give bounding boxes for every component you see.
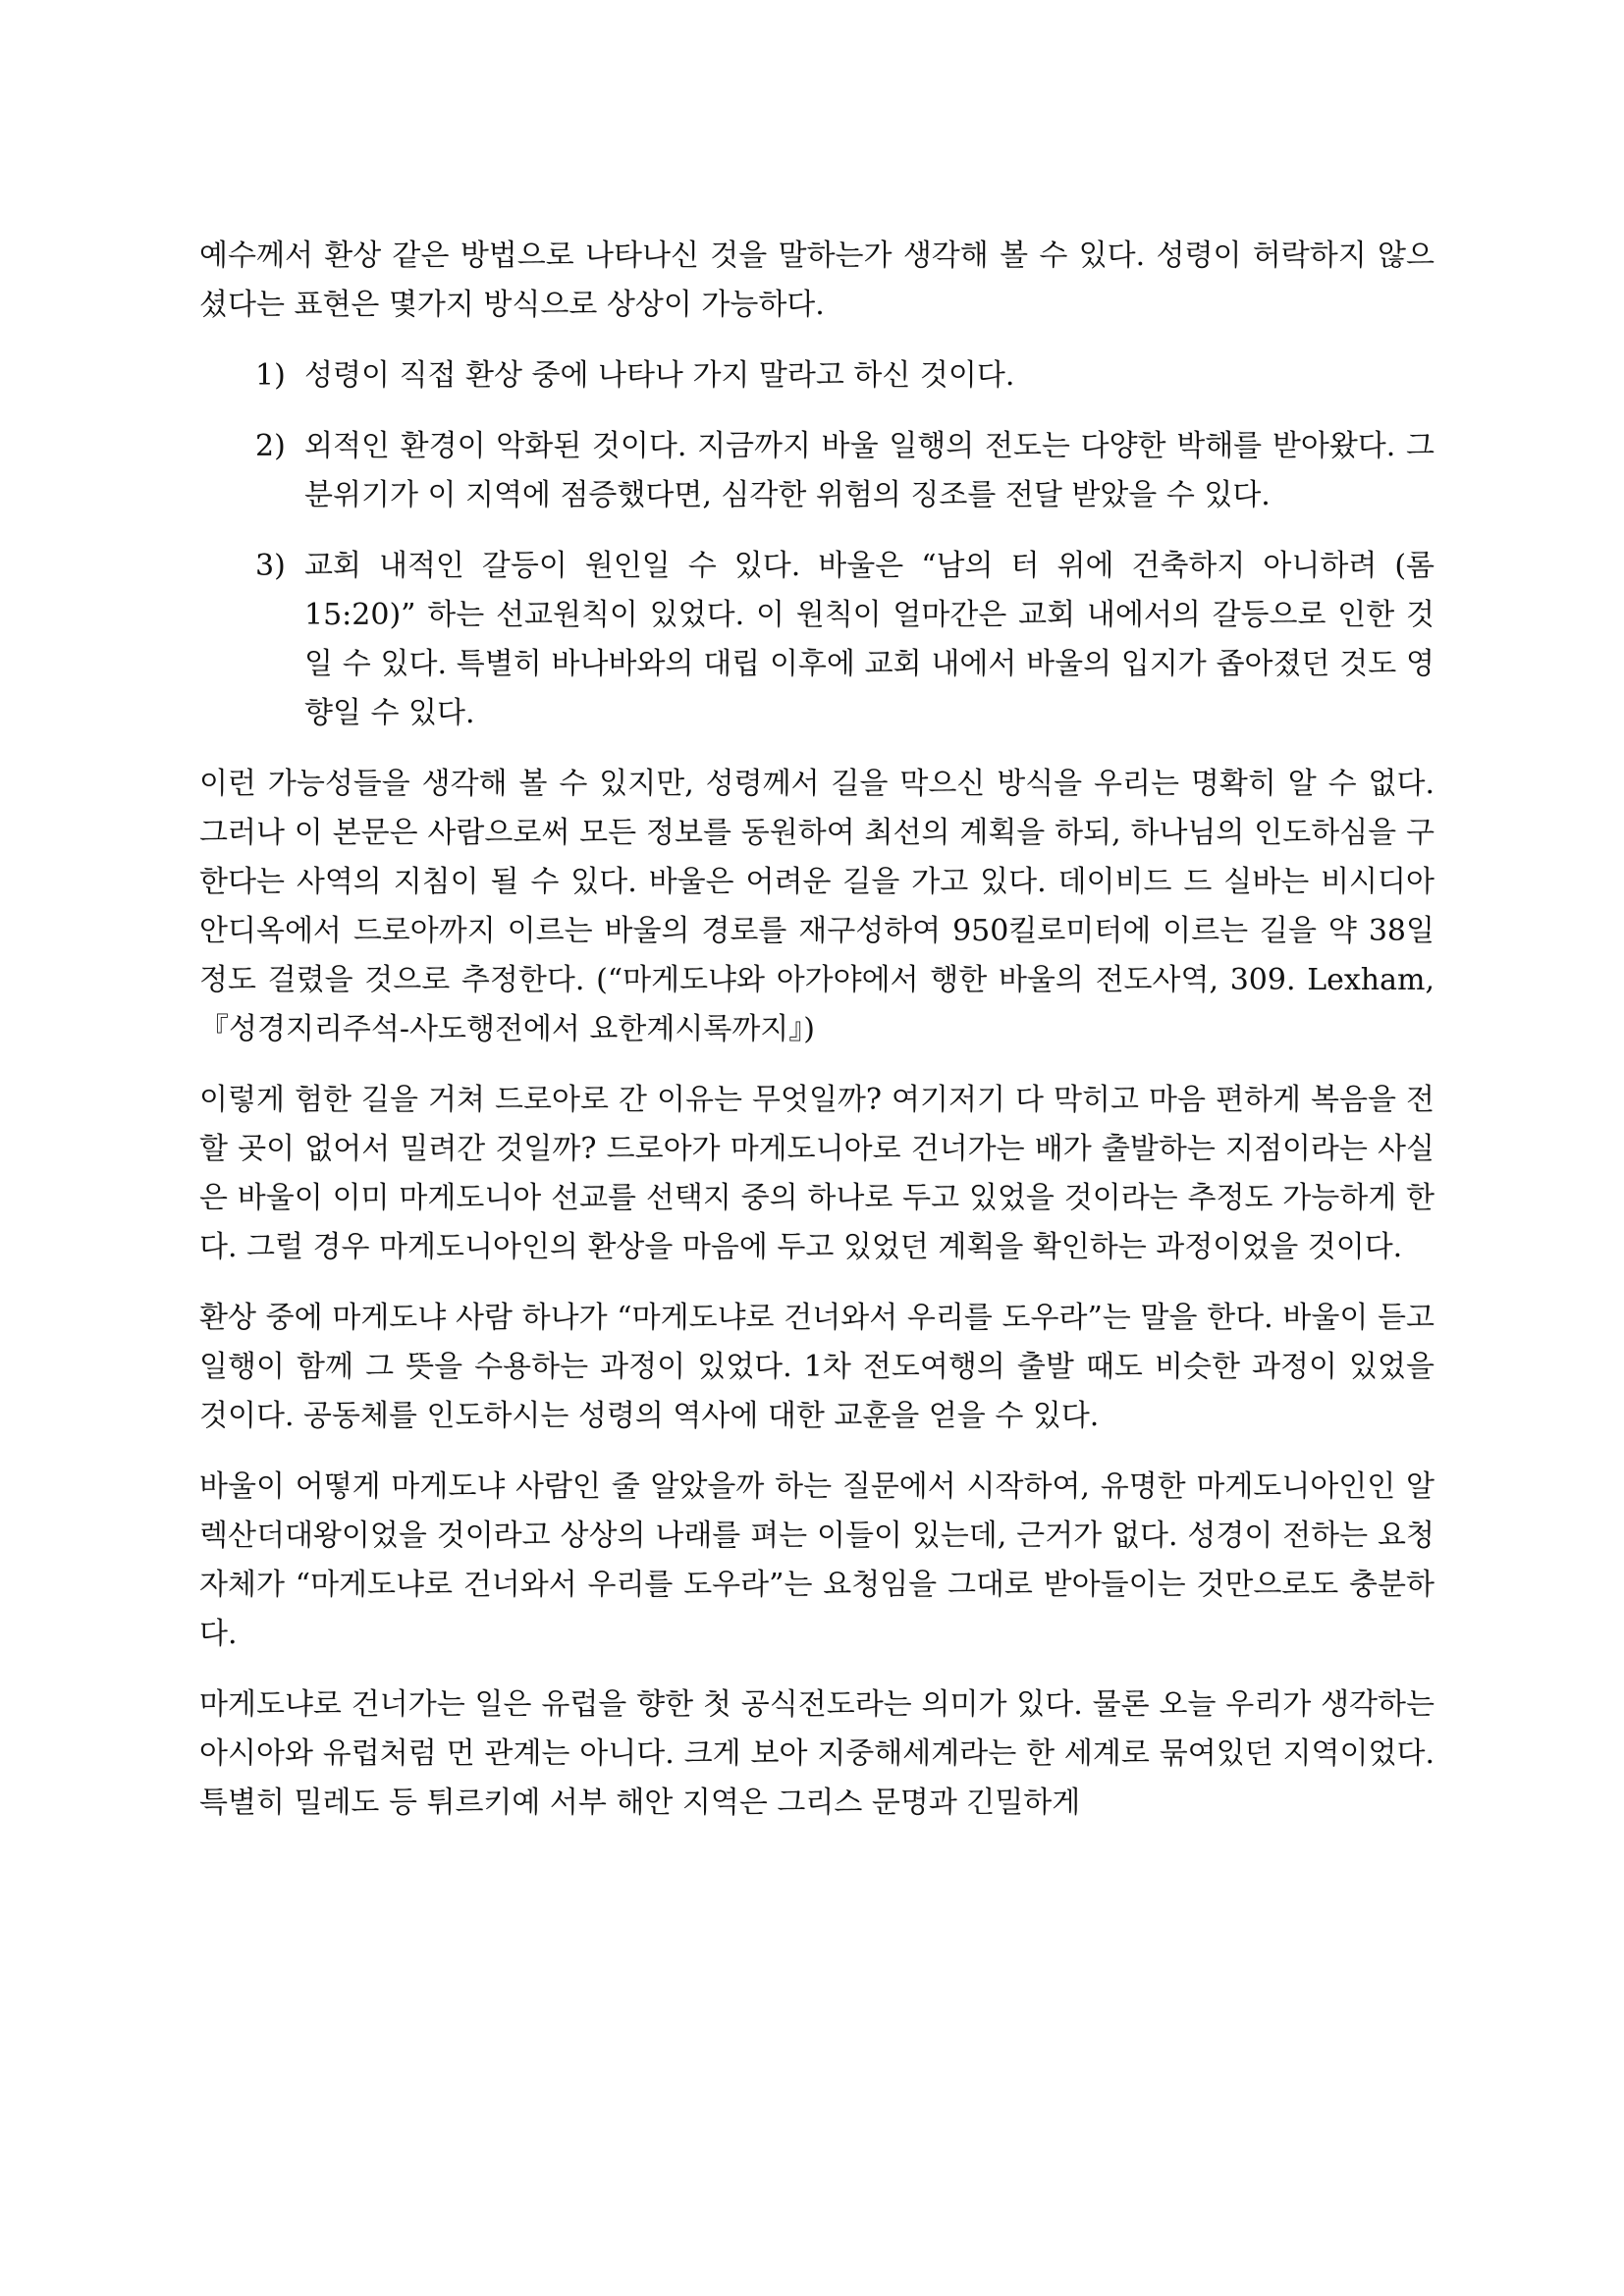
list-item <box>199 422 1435 520</box>
list-item-text: 외적인 환경이 악화된 것이다. 지금까지 바울 일행의 전도는 다양한 박해를 받아왔다. 그 분위기가 이 지역에 점증했다면, 심각한 위험의 징조를 전달 받았을 수 있다. <box>304 429 1435 512</box>
body-paragraph: 이렇게 험한 길을 거쳐 드로아로 간 이유는 무엇일까? 여기저기 다 막히고 마음 편하게 복음을 전할 곳이 없어서 밀려간 것일까? 드로아가 마게도니아로 건너가는 배가 출발하는 지점이라는 사실은 바울이 이미 마게도니아 선교를 선택지 중의 하나로 두고 있었을 것이라는 추정도 가능하게 한다. 그럴 경우 마게도니아인의 환상을 마음에 두고 있었던 계획을 확인하는 과정이었을 것이다. <box>199 1083 1435 1264</box>
list-item-number: 2) <box>255 429 286 463</box>
list-item <box>199 351 1435 400</box>
document-body <box>199 232 1435 1849</box>
possibilities-list <box>199 351 1435 738</box>
list-item <box>199 542 1435 738</box>
body-paragraph: 환상 중에 마게도냐 사람 하나가 “마게도냐로 건너와서 우리를 도우라”는 말을 한다. 바울이 듣고 일행이 함께 그 뜻을 수용하는 과정이 있었다. 1차 전도여행의 출발 때도 비슷한 과정이 있었을 것이다. 공동체를 인도하시는 성령의 역사에 대한 교훈을 얻을 수 있다. <box>199 1301 1435 1433</box>
body-paragraph: 이런 가능성들을 생각해 볼 수 있지만, 성령께서 길을 막으신 방식을 우리는 명확히 알 수 없다. 그러나 이 본문은 사람으로써 모든 정보를 동원하여 최선의 계획을 하되, 하나님의 인도하심을 구한다는 사역의 지침이 될 수 있다. 바울은 어려운 길을 가고 있다. 데이비드 드 실바는 비시디아 안디옥에서 드로아까지 이르는 바울의 경로를 재구성하여 950킬로미터에 이르는 길을 약 38일 정도 걸렸을 것으로 추정한다. (“마게도냐와 아가야에서 행한 바울의 전도사역, 309. Lexham, 『성경지리주석-사도행전에서 요한계시록까지』) <box>199 767 1435 1046</box>
list-item-number: 3) <box>255 549 286 583</box>
list-item-text: 교회 내적인 갈등이 원인일 수 있다. 바울은 “남의 터 위에 건축하지 아니하려 (롬 15:20)” 하는 선교원칙이 있었다. 이 원칙이 얼마간은 교회 내에서의 갈등으로 인한 것일 수 있다. 특별히 바나바와의 대립 이후에 교회 내에서 바울의 입지가 좁아졌던 것도 영향일 수 있다. <box>304 549 1435 730</box>
body-paragraph: 바울이 어떻게 마게도냐 사람인 줄 알았을까 하는 질문에서 시작하여, 유명한 마게도니아인인 알렉산더대왕이었을 것이라고 상상의 나래를 펴는 이들이 있는데, 근거가 없다. 성경이 전하는 요청 자체가 “마게도냐로 건너와서 우리를 도우라”는 요청임을 그대로 받아들이는 것만으로도 충분하다. <box>199 1469 1435 1651</box>
list-item-number: 1) <box>255 358 286 393</box>
intro-paragraph: 예수께서 환상 같은 방법으로 나타나신 것을 말하는가 생각해 볼 수 있다. 성령이 허락하지 않으셨다는 표현은 몇가지 방식으로 상상이 가능하다. <box>199 239 1435 322</box>
body-paragraph: 마게도냐로 건너가는 일은 유럽을 향한 첫 공식전도라는 의미가 있다. 물론 오늘 우리가 생각하는 아시아와 유럽처럼 먼 관계는 아니다. 크게 보아 지중해세계라는 한 세계로 묶여있던 지역이었다. 특별히 밀레도 등 튀르키예 서부 해안 지역은 그리스 문명과 긴밀하게 <box>199 1687 1435 1820</box>
list-item-text: 성령이 직접 환상 중에 나타나 가지 말라고 하신 것이다. <box>304 358 1015 393</box>
